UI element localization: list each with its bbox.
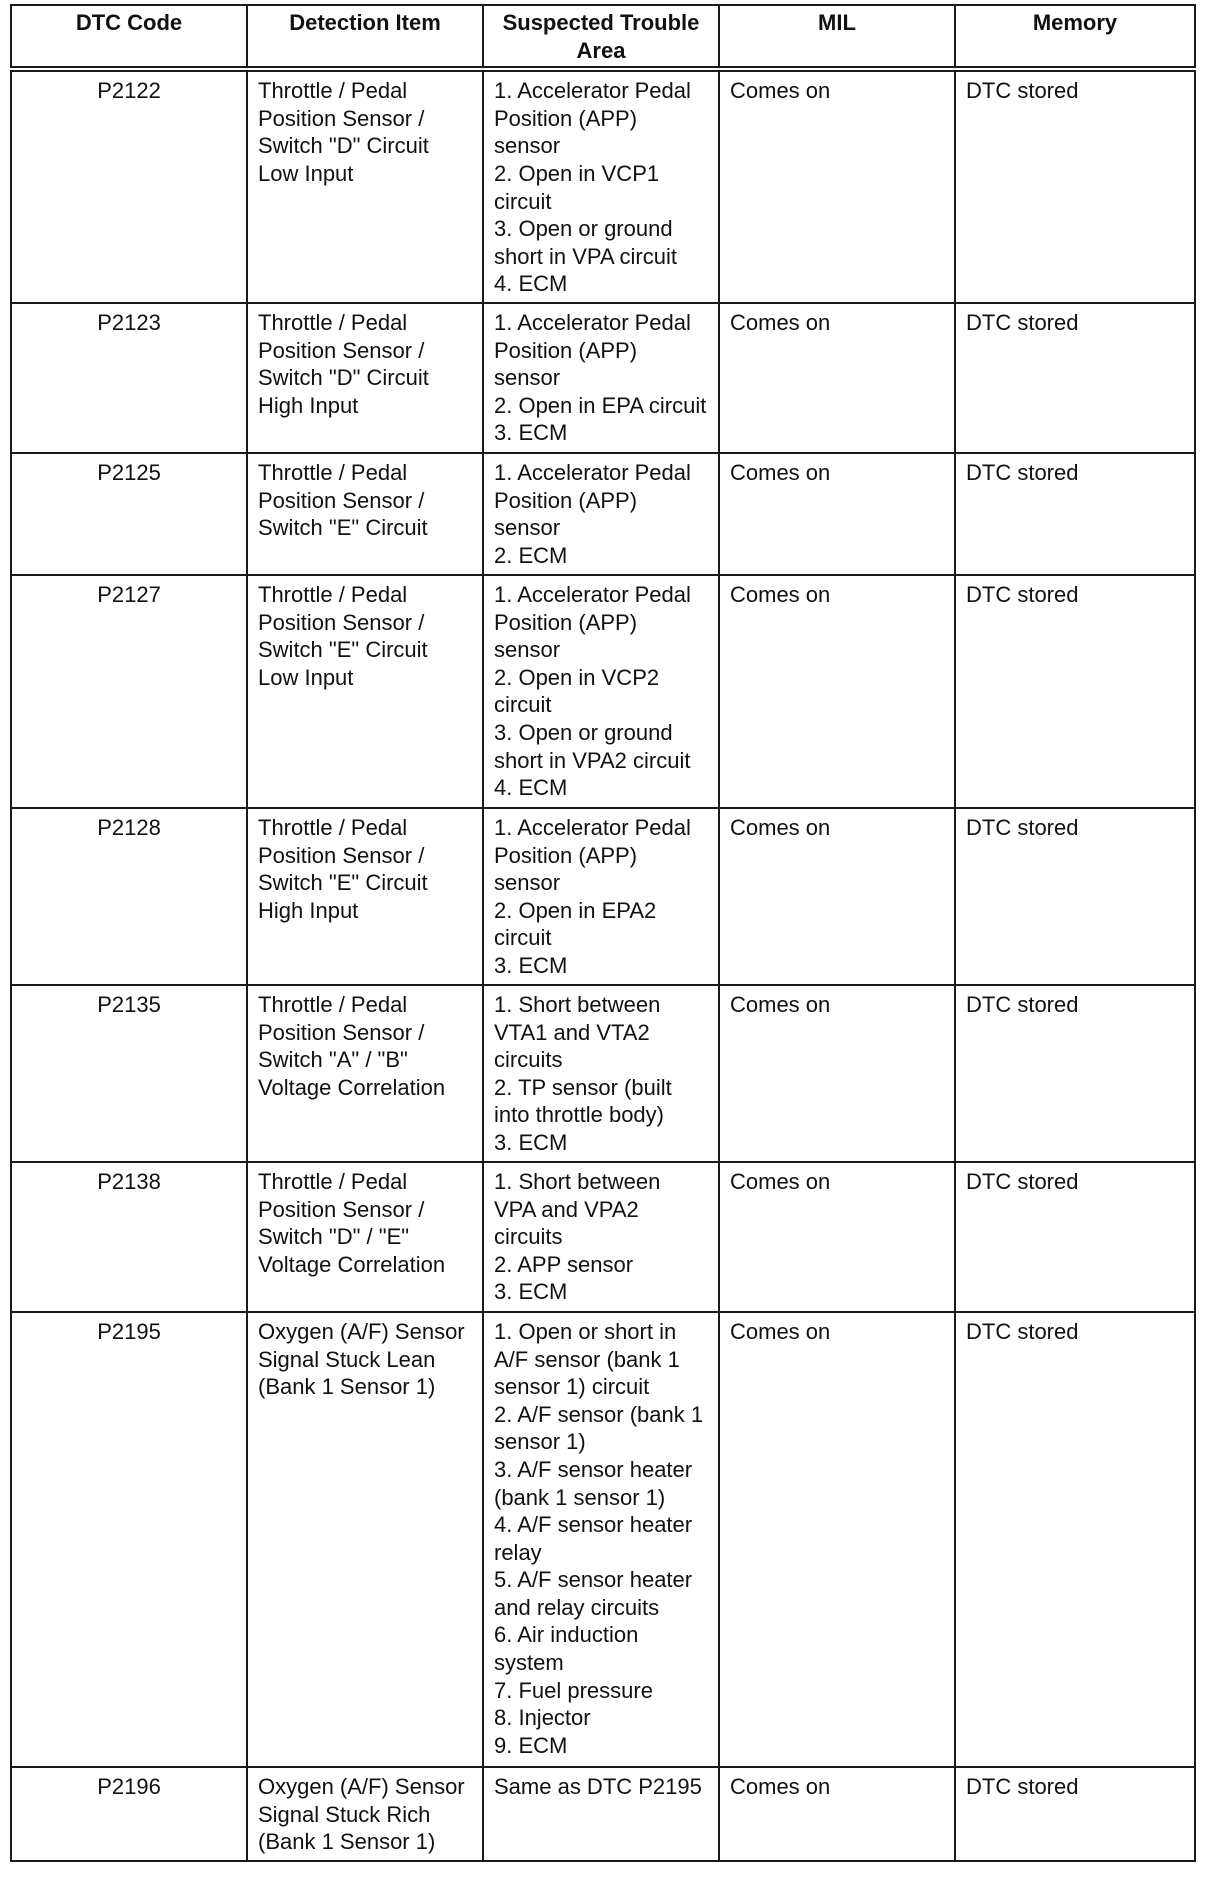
table-row (11, 1162, 1195, 1312)
detection-item-cell: Throttle / Pedal Position Sensor / Switch "D" Circuit High Input (247, 303, 483, 453)
table-header (11, 5, 1195, 69)
trouble-area-cell: 1. Short between VTA1 and VTA2 circuits 2. TP sensor (built into throttle body) 3. ECM (483, 985, 719, 1162)
trouble-area-cell: 1. Open or short in A/F sensor (bank 1 sensor 1) circuit 2. A/F sensor (bank 1 sensor 1) 3. A/F sensor heater (bank 1 sensor 1) 4. A/F sensor heater relay 5. A/F sensor heater and relay circuits 6. Air induction system 7. Fuel pressure 8. Injector 9. ECM (483, 1312, 719, 1767)
header-memory: Memory (955, 5, 1195, 69)
mil-cell: Comes on (719, 1162, 955, 1312)
dtc-code-cell: P2125 (11, 453, 247, 575)
dtc-code-cell: P2128 (11, 808, 247, 985)
trouble-area-cell: 1. Short between VPA and VPA2 circuits 2. APP sensor 3. ECM (483, 1162, 719, 1312)
mil-cell: Comes on (719, 1767, 955, 1861)
detection-item-cell: Throttle / Pedal Position Sensor / Switch "A" / "B" Voltage Correlation (247, 985, 483, 1162)
detection-item-cell: Throttle / Pedal Position Sensor / Switch "E" Circuit High Input (247, 808, 483, 985)
detection-item-cell: Oxygen (A/F) Sensor Signal Stuck Rich (Bank 1 Sensor 1) (247, 1767, 483, 1861)
table-body (11, 69, 1195, 1861)
header-mil: MIL (719, 5, 955, 69)
dtc-code-cell: P2123 (11, 303, 247, 453)
memory-cell: DTC stored (955, 1767, 1195, 1861)
dtc-code-cell: P2135 (11, 985, 247, 1162)
trouble-area-cell: 1. Accelerator Pedal Position (APP) sensor 2. Open in EPA circuit 3. ECM (483, 303, 719, 453)
trouble-area-cell: Same as DTC P2195 (483, 1767, 719, 1861)
memory-cell: DTC stored (955, 808, 1195, 985)
detection-item-cell: Throttle / Pedal Position Sensor / Switch "E" Circuit (247, 453, 483, 575)
memory-cell: DTC stored (955, 575, 1195, 808)
dtc-code-cell: P2138 (11, 1162, 247, 1312)
mil-cell: Comes on (719, 808, 955, 985)
mil-cell: Comes on (719, 453, 955, 575)
detection-item-cell: Throttle / Pedal Position Sensor / Switch "E" Circuit Low Input (247, 575, 483, 808)
detection-item-cell: Oxygen (A/F) Sensor Signal Stuck Lean (Bank 1 Sensor 1) (247, 1312, 483, 1767)
table-row (11, 1767, 1195, 1861)
table-row (11, 453, 1195, 575)
dtc-code-cell: P2127 (11, 575, 247, 808)
dtc-code-cell: P2195 (11, 1312, 247, 1767)
detection-item-cell: Throttle / Pedal Position Sensor / Switch "D" Circuit Low Input (247, 69, 483, 303)
memory-cell: DTC stored (955, 303, 1195, 453)
table-row (11, 303, 1195, 453)
table-row (11, 575, 1195, 808)
mil-cell: Comes on (719, 985, 955, 1162)
header-detection-item: Detection Item (247, 5, 483, 69)
detection-item-cell: Throttle / Pedal Position Sensor / Switch "D" / "E" Voltage Correlation (247, 1162, 483, 1312)
memory-cell: DTC stored (955, 69, 1195, 303)
table-row (11, 808, 1195, 985)
dtc-code-cell: P2196 (11, 1767, 247, 1861)
memory-cell: DTC stored (955, 985, 1195, 1162)
mil-cell: Comes on (719, 303, 955, 453)
dtc-table (10, 4, 1196, 1862)
trouble-area-cell: 1. Accelerator Pedal Position (APP) sensor 2. ECM (483, 453, 719, 575)
table-row (11, 69, 1195, 303)
memory-cell: DTC stored (955, 453, 1195, 575)
memory-cell: DTC stored (955, 1312, 1195, 1767)
memory-cell: DTC stored (955, 1162, 1195, 1312)
trouble-area-cell: 1. Accelerator Pedal Position (APP) sensor 2. Open in VCP1 circuit 3. Open or ground short in VPA circuit 4. ECM (483, 69, 719, 303)
table-row (11, 985, 1195, 1162)
mil-cell: Comes on (719, 1312, 955, 1767)
header-suspected-trouble-area: Suspected Trouble Area (483, 5, 719, 69)
header-dtc-code: DTC Code (11, 5, 247, 69)
dtc-code-cell: P2122 (11, 69, 247, 303)
table-row (11, 1312, 1195, 1767)
trouble-area-cell: 1. Accelerator Pedal Position (APP) sensor 2. Open in EPA2 circuit 3. ECM (483, 808, 719, 985)
mil-cell: Comes on (719, 69, 955, 303)
trouble-area-cell: 1. Accelerator Pedal Position (APP) sensor 2. Open in VCP2 circuit 3. Open or ground short in VPA2 circuit 4. ECM (483, 575, 719, 808)
header-row (11, 5, 1195, 69)
mil-cell: Comes on (719, 575, 955, 808)
